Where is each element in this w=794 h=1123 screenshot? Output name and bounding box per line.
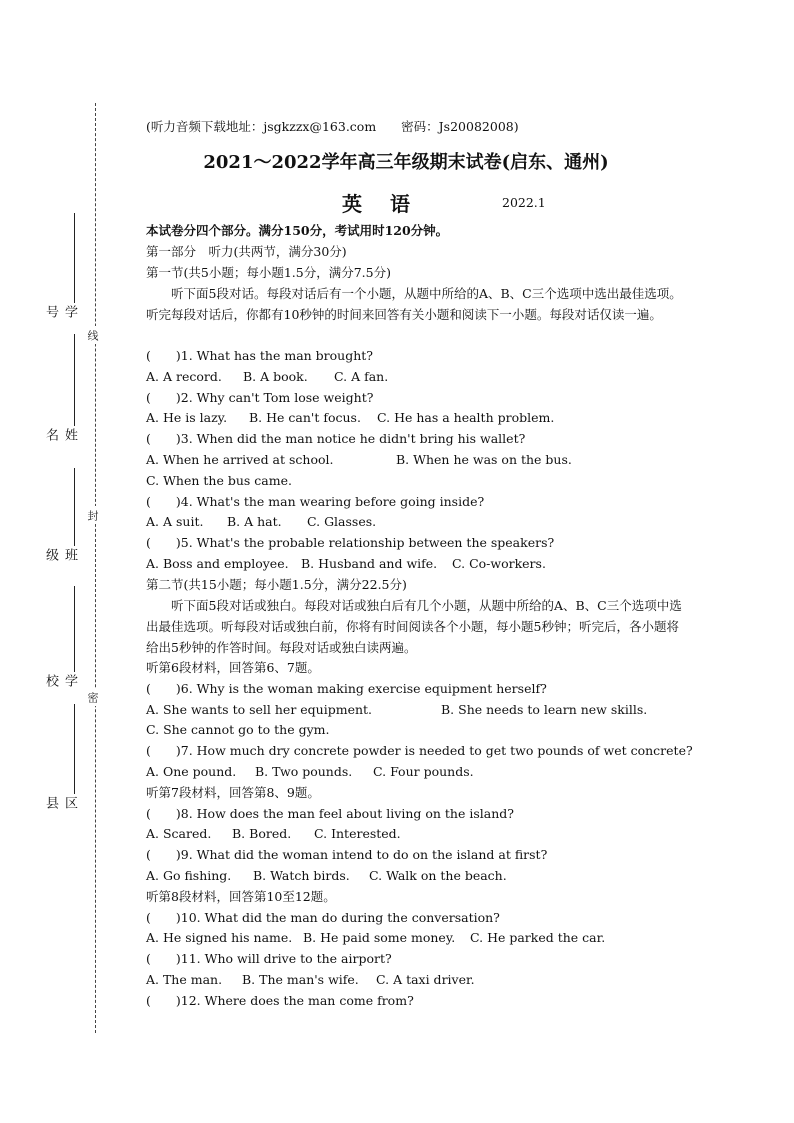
question-1: ( )1. What has the man brought? [146,348,373,363]
seal-dashed-line [95,103,96,1033]
option-b[interactable]: B. He can't focus. [249,410,361,425]
part1-heading: 第一部分 听力(共两节，满分30分) [146,244,347,259]
exam-date: 2022.1 [502,195,546,210]
material-8-instruction: 听第8段材料，回答第10至12题。 [146,889,336,904]
option-c[interactable]: C. He has a health problem. [377,410,555,425]
binding-margin [0,0,110,1123]
option-b[interactable]: B. Two pounds. [255,764,353,779]
option-a[interactable]: A. He signed his name. [146,930,293,945]
student-id-label: 学号 [43,305,77,319]
class-blank[interactable] [74,468,75,546]
option-b[interactable]: B. Husband and wife. [301,556,438,571]
question-11: ( )11. Who will drive to the airport? [146,951,392,966]
option-a[interactable]: A. A record. [146,369,222,384]
question-2: ( )2. Why can't Tom lose weight? [146,390,374,405]
option-c[interactable]: C. Glasses. [307,514,377,529]
section2-heading: 第二节(共15小题；每小题1.5分，满分22.5分) [146,577,407,592]
section1-instructions: 听下面5段对话。每段对话后有一个小题，从题中所给的A、B、C三个选项中选出最佳选项。听完每段对话后，你都有10秒钟的时间来回答有关小题和阅读下一小题。每段对话仅读一遍。 [146,286,682,322]
question-12: ( )12. Where does the man come from? [146,993,414,1008]
option-a[interactable]: A. She wants to sell her equipment. [146,702,373,717]
question-6-option-c[interactable]: C. She cannot go to the gym. [146,722,330,737]
option-c[interactable]: C. Walk on the beach. [369,868,507,883]
option-b[interactable]: B. He paid some money. [303,930,456,945]
option-a[interactable]: A. The man. [146,972,223,987]
question-3: ( )3. When did the man notice he didn't bring his wallet? [146,431,526,446]
seal-mark-line: 线 [89,326,101,344]
option-b[interactable]: B. A book. [243,369,308,384]
option-a[interactable]: A. He is lazy. [146,410,228,425]
option-a[interactable]: A. When he arrived at school. [146,452,334,467]
option-b[interactable]: B. Watch birds. [253,868,350,883]
seal-mark-seal: 封 [89,506,101,524]
question-6: ( )6. Why is the woman making exercise equipment herself? [146,681,547,696]
district-blank[interactable] [74,704,75,794]
school-blank[interactable] [74,586,75,672]
section1-heading: 第一节(共5小题；每小题1.5分，满分7.5分) [146,265,391,280]
section2-instructions: 听下面5段对话或独白。每段对话或独白后有几个小题，从题中所给的A、B、C三个选项中选出最佳选项。听每段对话或独白前，你将有时间阅读各个小题，每小题5秒钟；听完后，各小题将给出5秒钟的作答时间。每段对话或独白读两遍。 [146,598,682,655]
option-c[interactable]: C. Interested. [314,826,401,841]
question-7: ( )7. How much dry concrete powder is needed to get two pounds of wet concrete? [146,743,693,758]
option-c[interactable]: C. Four pounds. [373,764,474,779]
option-c[interactable]: C. A taxi driver. [376,972,475,987]
exam-intro: 本试卷分四个部分。满分150分，考试用时120分钟。 [146,223,449,238]
option-a[interactable]: A. Go fishing. [146,868,232,883]
option-c[interactable]: C. Co-workers. [452,556,546,571]
question-3-option-c[interactable]: C. When the bus came. [146,473,292,488]
district-label: 区县 [43,796,77,810]
option-b[interactable]: B. The man's wife. [242,972,359,987]
seal-mark-close: 密 [89,688,101,706]
option-a[interactable]: A. One pound. [146,764,237,779]
class-label: 班级 [43,548,77,562]
option-a[interactable]: A. A suit. [146,514,204,529]
option-a[interactable]: A. Boss and employee. [146,556,289,571]
name-blank[interactable] [74,334,75,426]
exam-title: 2021～2022学年高三年级期末试卷(启东、通州) [203,152,609,173]
option-b[interactable]: B. A hat. [227,514,282,529]
name-label: 姓名 [43,428,77,442]
question-9: ( )9. What did the woman intend to do on the island at first? [146,847,548,862]
option-b[interactable]: B. She needs to learn new skills. [441,702,648,717]
question-10: ( )10. What did the man do during the conversation? [146,910,500,925]
option-a[interactable]: A. Scared. [146,826,212,841]
student-id-blank[interactable] [74,213,75,303]
option-b[interactable]: B. Bored. [232,826,292,841]
school-label: 学校 [43,674,77,688]
material-6-instruction: 听第6段材料，回答第6、7题。 [146,660,320,675]
question-4: ( )4. What's the man wearing before going inside? [146,494,485,509]
option-b[interactable]: B. When he was on the bus. [396,452,572,467]
question-8: ( )8. How does the man feel about living on the island? [146,806,514,821]
option-c[interactable]: C. He parked the car. [470,930,606,945]
option-c[interactable]: C. A fan. [334,369,389,384]
material-7-instruction: 听第7段材料，回答第8、9题。 [146,785,320,800]
question-5: ( )5. What's the probable relationship between the speakers? [146,535,555,550]
audio-download-info: (听力音频下载地址：jsgkzzx@163.com 密码：Js20082008) [146,119,519,134]
subject-title: 英语 [342,192,438,216]
